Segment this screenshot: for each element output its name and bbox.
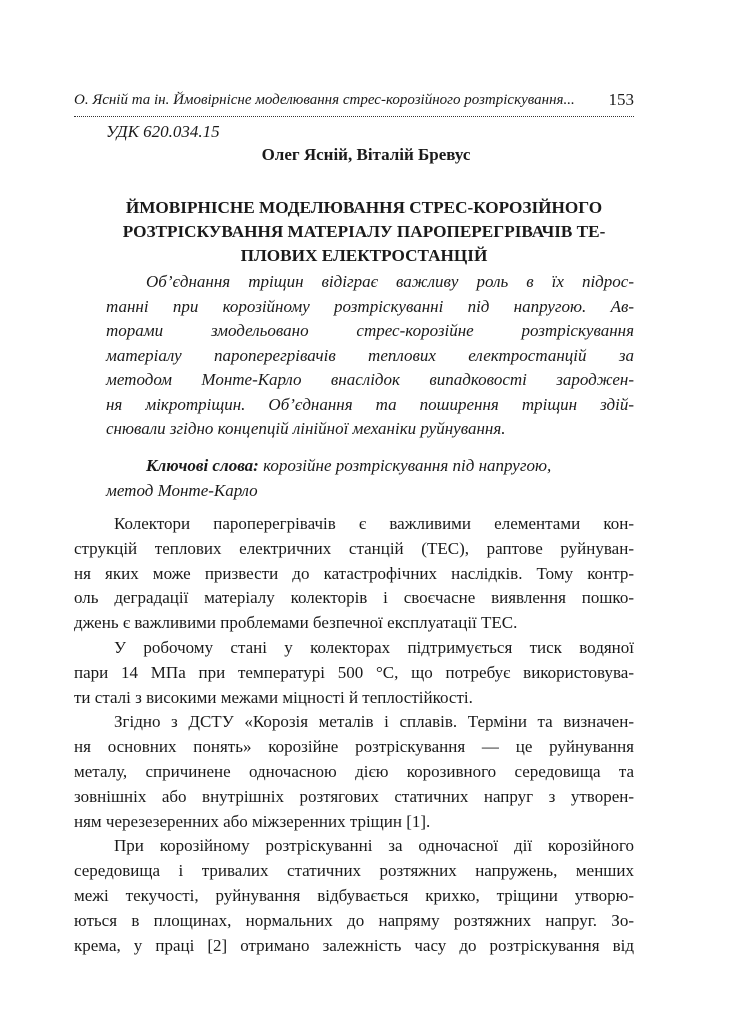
authors: Олег Ясній, Віталій Бревус (261, 145, 471, 164)
body-line: зовнішніх або внутрішніх розтягових статичних напруг з утворен- (74, 786, 634, 806)
body-text (74, 512, 634, 958)
body-line: середовища і тривалих статичних розтяжних напружень, менших (74, 861, 634, 881)
keywords (106, 454, 606, 503)
body-line: ня яких може призвести до катастрофічних наслідків. Тому контр- (74, 563, 634, 583)
body-line: ня основних понять» корозійне розтріскування — це руйнування (74, 737, 634, 757)
body-line: ням черезезеренних або міжзеренних тріщин [1]. (74, 811, 431, 831)
abstract (106, 270, 634, 442)
body-line: крема, у праці [2] отримано залежність часу до розтріскування від (74, 935, 634, 955)
abstract-line: матеріалу пароперегрівачів теплових електростанцій за (106, 345, 634, 365)
abstract-line: ня мікротріщин. Об’єднання та поширення тріщин здій- (106, 394, 634, 414)
title-line: РОЗТРІСКУВАННЯ МАТЕРІАЛУ ПАРОПЕРЕГРІВАЧІВ ТЕ- (122, 222, 606, 241)
body-line: ти сталі з високими межами міцності й теплостійкості. (74, 687, 473, 707)
keywords-label: Ключові слова: (146, 456, 259, 475)
title-line: ЙМОВІРНІСНЕ МОДЕЛЮВАННЯ СТРЕС-КОРОЗІЙНОГО (125, 198, 603, 217)
keywords-line (106, 454, 606, 479)
running-head (74, 90, 634, 117)
running-head-title: О. Ясній та ін. Ймовірнісне моделювання стрес-корозійного розтріскування... (74, 92, 575, 108)
body-line: джень є важливими проблемами безпечної експлуатації ТЕС. (74, 613, 518, 633)
body-line: струкцій теплових електричних станцій (ТЕС), раптове руйнуван- (74, 538, 634, 558)
body-line: оль деградації матеріалу колекторів і своєчасне виявлення пошко- (74, 588, 634, 608)
abstract-line: торами змодельовано стрес-корозійне розтріскування (106, 321, 634, 340)
body-line: межі текучості, руйнування відбувається крихко, тріщини утворю- (74, 885, 634, 905)
body-line: пари 14 МПа при температурі 500 °С, що потребує використовува- (74, 662, 634, 682)
body-line: Згідно з ДСТУ «Корозія металів і сплавів. Терміни та визначен- (114, 712, 634, 732)
body-line: металу, спричинене одночасною дією корозивного середовища та (74, 761, 634, 781)
paper-title (84, 196, 644, 268)
title-line: ПЛОВИХ ЕЛЕКТРОСТАНЦІЙ (240, 246, 488, 265)
abstract-line: снювали згідно концепцій лінійної механіки руйнування. (106, 419, 506, 438)
body-line: При корозійному розтріскуванні за одночасної дії корозійного (114, 836, 634, 856)
body-line: У робочому стані у колекторах підтримується тиск водяної (114, 637, 634, 657)
abstract-line: Об’єднання тріщин відіграє важливу роль в їх підрос- (146, 272, 634, 291)
keywords-text: корозійне розтріскування під напругою, (258, 456, 552, 475)
abstract-line: танні при корозійному розтріскуванні під напругою. Ав- (106, 296, 634, 316)
abstract-line: методом Монте-Карло внаслідок випадковості зароджен- (106, 370, 634, 389)
body-line: ються в площинах, нормальних до напряму розтяжних напруг. Зо- (74, 910, 634, 930)
udc-code: УДК 620.034.15 (106, 122, 220, 141)
page-number: 153 (608, 90, 634, 109)
keywords-line: метод Монте-Карло (106, 480, 258, 500)
body-line: Колектори пароперегрівачів є важливими елементами кон- (114, 514, 634, 533)
